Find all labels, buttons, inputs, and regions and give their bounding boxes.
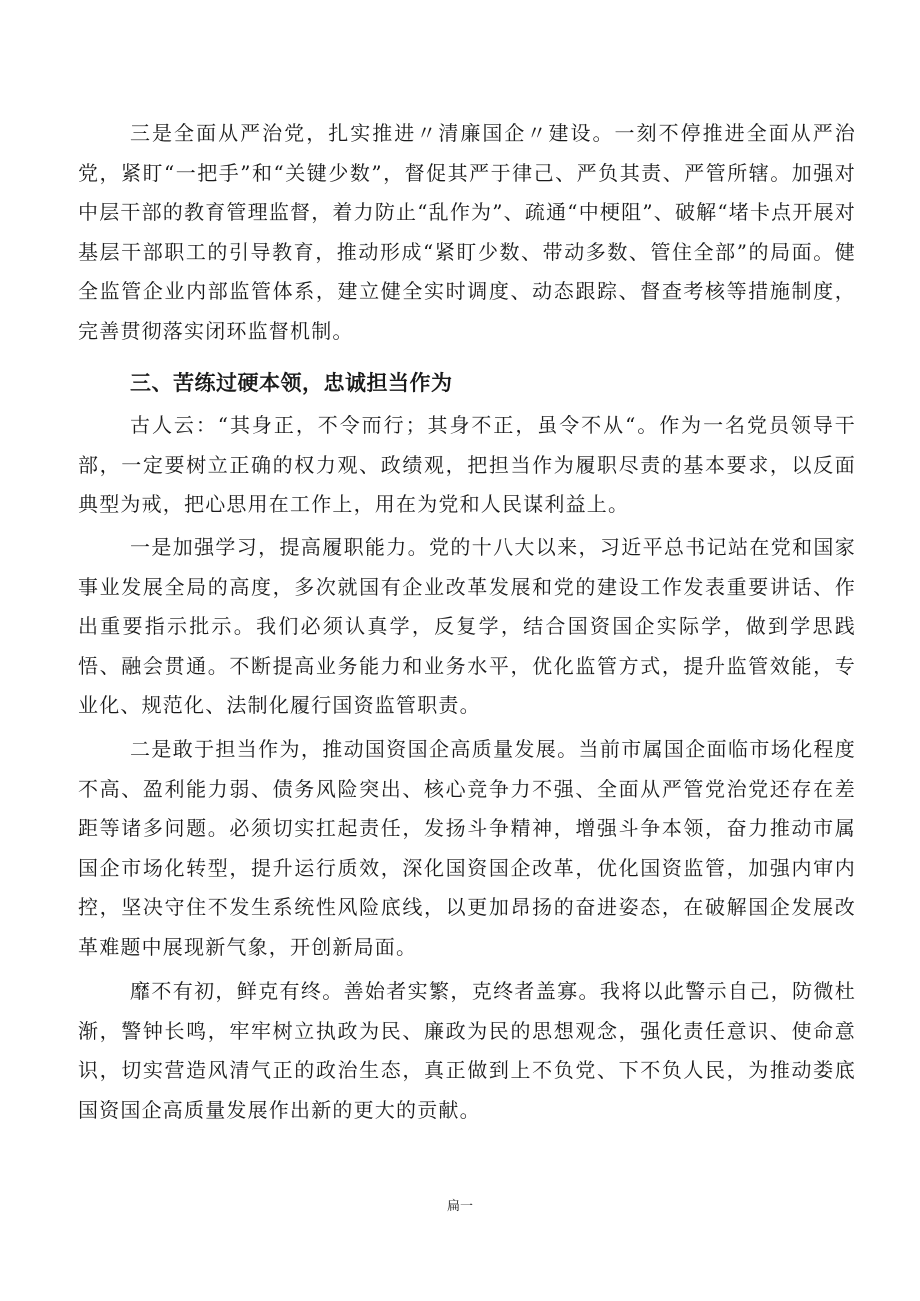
paragraph-strict-party-governance: 三是全面从严治党，扎实推进〃清廉国企〃建设。一刻不停推进全面从严治党，紧盯“一把手”和“关键少数”，督促其严于律己、严负其责、严管所辖。加强对中层干部的教育管理监督，着力防止“乱作为”、疏通“中梗阻”、破解“堵卡点开展对基层干部职工的引导教育，推动形成“紧盯少数、带动多数、管住全部”的局面。健全监管企业内部监管体系，建立健全实时调度、动态跟踪、督查考核等措施制度，完善贯彻落实闭环监督机制。 — [78, 121, 856, 343]
paragraph-ancient-saying: 古人云：“其身正，不令而行；其身不正，虽令不从“。作为一名党员领导干部，一定要树立正确的权力观、政绩观，把担当作为履职尽责的基本要求，以反面典型为戒，把心思用在工作上，用在为党和人民谋利益上。 — [78, 413, 856, 517]
section-heading: 三、苦练过硬本领，忠诚担当作为 — [130, 371, 453, 395]
paragraph-closing: 靡不有初，鲜克有终。善始者实繁，克终者盖寡。我将以此警示自己，防微杜渐，警钟长鸣，牢牢树立执政为民、廉政为民的思想观念，强化责任意识、使命意识，切实营造风清气正的政治生态，真正做到上不负党、下不负人民，为推动娄底国资国企高质量发展作出新的更大的贡献。 — [78, 979, 856, 1122]
page-footer: 扁一 — [446, 1199, 473, 1214]
paragraph-strengthen-learning: 一是加强学习，提高履职能力。党的十八大以来，习近平总书记站在党和国家事业发展全局的高度，多次就国有企业改革发展和党的建设工作发表重要讲话、作出重要指示批示。我们必须认真学，反复学，结合国资国企实际学，做到学思践悟、融会贯通。不断提高业务能力和业务水平，优化监管方式，提升监管效能，专业化、规范化、法制化履行国资监管职责。 — [78, 535, 856, 718]
paragraph-take-responsibility: 二是敢于担当作为，推动国资国企高质量发展。当前市属国企面临市场化程度不高、盈利能力弱、债务风险突出、核心竞争力不强、全面从严管党治党还存在差距等诸多问题。必须切实扛起责任，发扬斗争精神，增强斗争本领，奋力推动市属国企市场化转型，提升运行质效，深化国资国企改革，优化国资监管，加强内审内控，坚决守住不发生系统性风险底线，以更加昂扬的奋进姿态，在破解国企发展改革难题中展现新气象，开创新局面。 — [78, 737, 856, 959]
